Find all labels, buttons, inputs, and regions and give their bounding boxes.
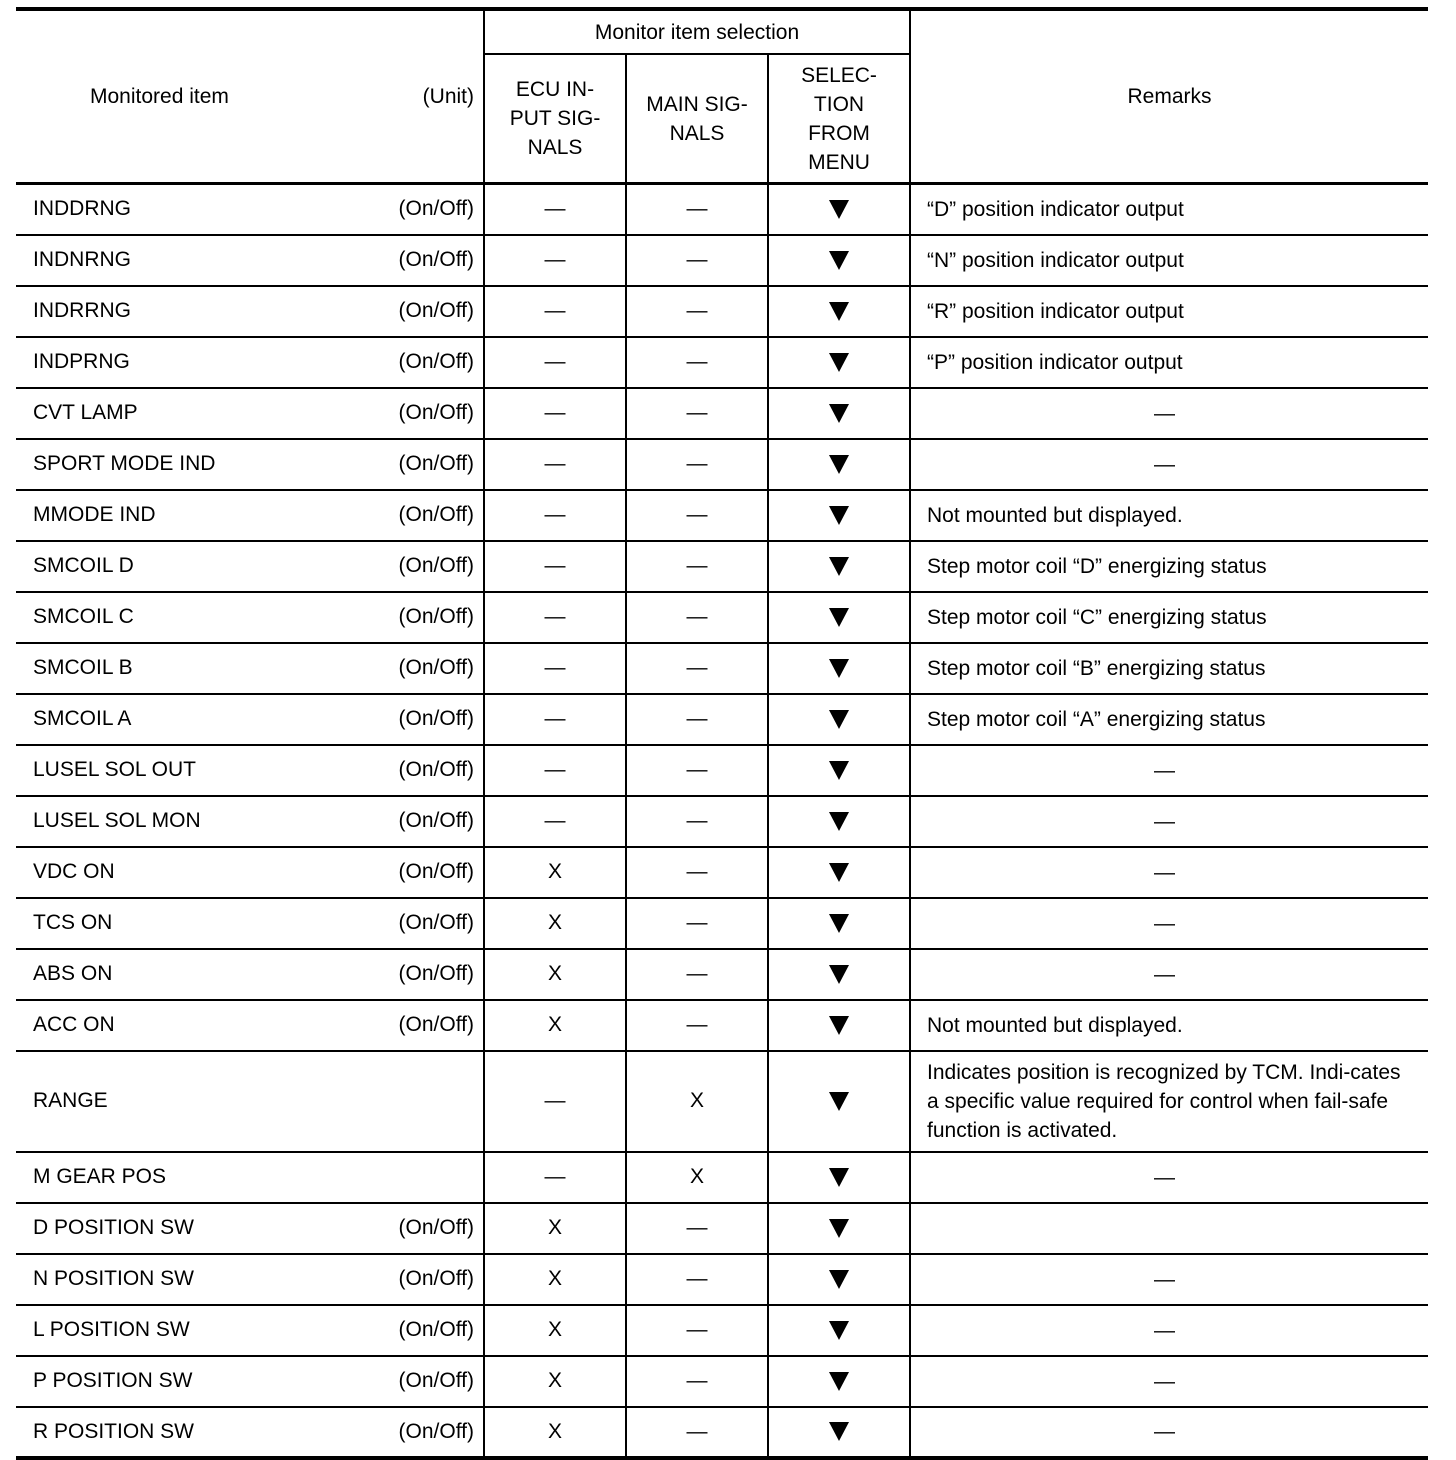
monitored-item-name: RANGE bbox=[33, 1089, 108, 1112]
table-row bbox=[16, 898, 1428, 949]
selection-from-menu-cell bbox=[768, 1305, 910, 1356]
ecu-input-signals-cell bbox=[484, 184, 626, 235]
main-signals-cell bbox=[626, 1000, 768, 1051]
monitored-item-cell bbox=[16, 286, 484, 337]
triangle-down-icon bbox=[829, 557, 849, 576]
table-header bbox=[16, 9, 1428, 184]
remarks-cell: — bbox=[910, 388, 1428, 439]
monitored-item-name: TCS ON bbox=[33, 911, 113, 934]
monitored-item-name: MMODE IND bbox=[33, 503, 156, 526]
ecu-input-signals-cell bbox=[484, 796, 626, 847]
monitored-item-cell bbox=[16, 847, 484, 898]
selection-from-menu-cell bbox=[768, 1051, 910, 1152]
dash-mark: — bbox=[544, 554, 566, 577]
selection-from-menu-cell bbox=[768, 490, 910, 541]
monitored-item-cell bbox=[16, 1203, 484, 1254]
ecu-input-signals-cell bbox=[484, 643, 626, 694]
ecu-input-signals-cell bbox=[484, 1254, 626, 1305]
dash-mark: — bbox=[686, 350, 708, 373]
triangle-down-icon bbox=[829, 1422, 849, 1441]
table-row bbox=[16, 439, 1428, 490]
selection-from-menu-cell bbox=[768, 541, 910, 592]
remarks-cell: “R” position indicator output bbox=[910, 286, 1428, 337]
dash-mark: — bbox=[686, 1318, 708, 1341]
monitored-item-unit: (On/Off) bbox=[398, 860, 474, 883]
monitored-item-name: SMCOIL D bbox=[33, 554, 134, 577]
dash-mark: — bbox=[686, 197, 708, 221]
x-mark: X bbox=[547, 1318, 562, 1341]
main-signals-cell bbox=[626, 286, 768, 337]
main-signals-cell bbox=[626, 388, 768, 439]
triangle-down-icon bbox=[829, 761, 849, 780]
monitored-item-name: P POSITION SW bbox=[33, 1369, 193, 1392]
monitored-item-cell bbox=[16, 541, 484, 592]
monitored-item-name: M GEAR POS bbox=[33, 1165, 167, 1188]
remarks-cell: — bbox=[910, 898, 1428, 949]
table-row bbox=[16, 184, 1428, 235]
monitored-item-cell bbox=[16, 184, 484, 235]
table-row bbox=[16, 592, 1428, 643]
triangle-down-icon bbox=[829, 1321, 849, 1340]
monitored-item-cell bbox=[16, 490, 484, 541]
monitored-item-unit: (On/Off) bbox=[398, 452, 474, 475]
monitored-item-unit: (On/Off) bbox=[398, 503, 474, 526]
main-signals-cell bbox=[626, 184, 768, 235]
monitored-item-unit: (On/Off) bbox=[398, 605, 474, 628]
table-row bbox=[16, 1000, 1428, 1051]
remarks-cell: “N” position indicator output bbox=[910, 235, 1428, 286]
dash-mark: — bbox=[686, 554, 708, 577]
selection-from-menu-cell bbox=[768, 1152, 910, 1203]
selection-from-menu-cell bbox=[768, 1407, 910, 1458]
dash-mark: — bbox=[686, 503, 708, 526]
table-row bbox=[16, 1407, 1428, 1458]
triangle-down-icon bbox=[829, 914, 849, 933]
triangle-down-icon bbox=[829, 863, 849, 882]
remarks-cell: Not mounted but displayed. bbox=[910, 490, 1428, 541]
monitored-item-name: R POSITION SW bbox=[33, 1419, 195, 1443]
triangle-down-icon bbox=[829, 659, 849, 678]
monitored-item-name: LUSEL SOL MON bbox=[33, 809, 201, 832]
dash-mark: — bbox=[686, 1419, 708, 1443]
x-mark: X bbox=[547, 911, 562, 934]
dash-mark: — bbox=[686, 911, 708, 934]
table-body bbox=[16, 184, 1428, 1458]
dash-mark: — bbox=[686, 758, 708, 781]
ecu-input-signals-cell bbox=[484, 439, 626, 490]
header-monitored-item-label: Monitored item bbox=[90, 85, 229, 108]
selection-from-menu-cell bbox=[768, 898, 910, 949]
triangle-down-icon bbox=[829, 200, 849, 219]
dash-mark: — bbox=[544, 809, 566, 832]
monitored-item-unit: (On/Off) bbox=[398, 809, 474, 832]
main-signals-cell bbox=[626, 1407, 768, 1458]
table-row bbox=[16, 1203, 1428, 1254]
selection-from-menu-cell bbox=[768, 1356, 910, 1407]
dash-mark: — bbox=[544, 605, 566, 628]
table-row bbox=[16, 388, 1428, 439]
triangle-down-icon bbox=[829, 353, 849, 372]
monitored-item-unit: (On/Off) bbox=[398, 962, 474, 985]
main-signals-cell bbox=[626, 847, 768, 898]
remarks-cell: Not mounted but displayed. bbox=[910, 1000, 1428, 1051]
main-signals-cell bbox=[626, 1203, 768, 1254]
main-signals-cell bbox=[626, 1305, 768, 1356]
triangle-down-icon bbox=[829, 251, 849, 270]
ecu-input-signals-cell bbox=[484, 388, 626, 439]
table-row bbox=[16, 643, 1428, 694]
selection-from-menu-cell bbox=[768, 439, 910, 490]
main-signals-cell bbox=[626, 694, 768, 745]
dash-mark: — bbox=[686, 248, 708, 271]
monitored-item-unit: (On/Off) bbox=[398, 1318, 474, 1341]
monitored-item-name: L POSITION SW bbox=[33, 1318, 190, 1341]
main-signals-cell bbox=[626, 1356, 768, 1407]
table-row bbox=[16, 949, 1428, 1000]
table-row bbox=[16, 286, 1428, 337]
dash-mark: — bbox=[544, 503, 566, 526]
triangle-down-icon bbox=[829, 812, 849, 831]
monitored-item-unit: (On/Off) bbox=[398, 248, 474, 271]
x-mark: X bbox=[547, 1419, 562, 1443]
dash-mark: — bbox=[544, 707, 566, 730]
triangle-down-icon bbox=[829, 1270, 849, 1289]
dash-mark: — bbox=[686, 656, 708, 679]
main-signals-cell bbox=[626, 490, 768, 541]
triangle-down-icon bbox=[829, 1372, 849, 1391]
monitored-item-cell bbox=[16, 949, 484, 1000]
ecu-input-signals-cell bbox=[484, 847, 626, 898]
remarks-cell: — bbox=[910, 439, 1428, 490]
table-row bbox=[16, 1356, 1428, 1407]
monitored-item-cell bbox=[16, 745, 484, 796]
monitored-item-name: SMCOIL A bbox=[33, 707, 132, 730]
selection-from-menu-cell bbox=[768, 184, 910, 235]
main-signals-cell bbox=[626, 898, 768, 949]
triangle-down-icon bbox=[829, 455, 849, 474]
monitored-item-name: D POSITION SW bbox=[33, 1216, 195, 1239]
dash-mark: — bbox=[544, 350, 566, 373]
selection-from-menu-cell bbox=[768, 337, 910, 388]
dash-mark: — bbox=[686, 962, 708, 985]
main-signals-cell bbox=[626, 1254, 768, 1305]
monitored-item-name: INDDRNG bbox=[33, 197, 131, 221]
monitored-item-name: ABS ON bbox=[33, 962, 113, 985]
main-signals-cell bbox=[626, 439, 768, 490]
remarks-cell: “P” position indicator output bbox=[910, 337, 1428, 388]
dash-mark: — bbox=[686, 605, 708, 628]
triangle-down-icon bbox=[829, 1016, 849, 1035]
ecu-input-signals-cell bbox=[484, 490, 626, 541]
monitored-item-unit: (On/Off) bbox=[398, 707, 474, 730]
triangle-down-icon bbox=[829, 404, 849, 423]
table-row bbox=[16, 694, 1428, 745]
monitored-item-unit: (On/Off) bbox=[398, 197, 474, 221]
monitored-item-cell bbox=[16, 337, 484, 388]
remarks-cell: — bbox=[910, 796, 1428, 847]
monitored-item-name: N POSITION SW bbox=[33, 1267, 195, 1290]
x-mark: X bbox=[547, 1267, 562, 1290]
selection-from-menu-cell bbox=[768, 694, 910, 745]
monitored-item-cell bbox=[16, 643, 484, 694]
dash-mark: — bbox=[544, 299, 566, 322]
ecu-input-signals-cell bbox=[484, 1051, 626, 1152]
ecu-input-signals-cell bbox=[484, 1305, 626, 1356]
monitored-item-cell bbox=[16, 796, 484, 847]
dash-mark: — bbox=[544, 1089, 566, 1112]
selection-from-menu-cell bbox=[768, 796, 910, 847]
ecu-input-signals-cell bbox=[484, 1356, 626, 1407]
remarks-cell: Step motor coil “A” energizing status bbox=[910, 694, 1428, 745]
ecu-input-signals-cell bbox=[484, 592, 626, 643]
dash-mark: — bbox=[544, 452, 566, 475]
dash-mark: — bbox=[686, 809, 708, 832]
main-signals-cell bbox=[626, 337, 768, 388]
main-signals-cell bbox=[626, 592, 768, 643]
dash-mark: — bbox=[686, 452, 708, 475]
monitored-item-cell bbox=[16, 235, 484, 286]
triangle-down-icon bbox=[829, 1168, 849, 1187]
x-mark: X bbox=[547, 1369, 562, 1392]
ecu-input-signals-cell bbox=[484, 541, 626, 592]
monitored-item-name: INDRRNG bbox=[33, 299, 131, 322]
selection-from-menu-cell bbox=[768, 388, 910, 439]
table-row bbox=[16, 1254, 1428, 1305]
selection-from-menu-cell bbox=[768, 1000, 910, 1051]
main-signals-cell bbox=[626, 1051, 768, 1152]
monitored-item-name: CVT LAMP bbox=[33, 401, 138, 424]
ecu-input-signals-cell bbox=[484, 898, 626, 949]
main-signals-cell bbox=[626, 1152, 768, 1203]
x-mark: X bbox=[689, 1165, 704, 1188]
monitored-item-cell bbox=[16, 1051, 484, 1152]
header-monitor-item-selection: Monitor item selection bbox=[484, 9, 910, 54]
selection-from-menu-cell bbox=[768, 286, 910, 337]
dash-mark: — bbox=[544, 758, 566, 781]
remarks-cell: — bbox=[910, 1152, 1428, 1203]
dash-mark: — bbox=[686, 401, 708, 424]
triangle-down-icon bbox=[829, 965, 849, 984]
table-row bbox=[16, 1305, 1428, 1356]
triangle-down-icon bbox=[829, 302, 849, 321]
dash-mark: — bbox=[686, 1216, 708, 1239]
dash-mark: — bbox=[686, 1013, 708, 1036]
dash-mark: — bbox=[544, 197, 566, 221]
header-ecu-input-signals: ECU IN- PUT SIG- NALS bbox=[484, 54, 626, 184]
main-signals-cell bbox=[626, 949, 768, 1000]
monitored-item-unit: (On/Off) bbox=[398, 1267, 474, 1290]
ecu-input-signals-cell bbox=[484, 1152, 626, 1203]
selection-from-menu-cell bbox=[768, 592, 910, 643]
ecu-input-signals-cell bbox=[484, 286, 626, 337]
monitored-item-unit: (On/Off) bbox=[398, 1013, 474, 1036]
monitored-item-unit: (On/Off) bbox=[398, 656, 474, 679]
dash-mark: — bbox=[686, 860, 708, 883]
ecu-input-signals-cell bbox=[484, 745, 626, 796]
monitored-item-name: LUSEL SOL OUT bbox=[33, 758, 196, 781]
dash-mark: — bbox=[686, 1369, 708, 1392]
remarks-cell: — bbox=[910, 847, 1428, 898]
remarks-cell: Step motor coil “C” energizing status bbox=[910, 592, 1428, 643]
triangle-down-icon bbox=[829, 608, 849, 627]
x-mark: X bbox=[547, 1216, 562, 1239]
table-row bbox=[16, 490, 1428, 541]
remarks-cell: Step motor coil “D” energizing status bbox=[910, 541, 1428, 592]
main-signals-cell bbox=[626, 745, 768, 796]
remarks-cell: — bbox=[910, 745, 1428, 796]
monitored-item-cell bbox=[16, 1356, 484, 1407]
monitored-item-cell bbox=[16, 1254, 484, 1305]
table-row bbox=[16, 337, 1428, 388]
monitored-item-unit: (On/Off) bbox=[398, 554, 474, 577]
monitored-item-cell bbox=[16, 388, 484, 439]
dash-mark: — bbox=[686, 299, 708, 322]
ecu-input-signals-cell bbox=[484, 235, 626, 286]
ecu-input-signals-cell bbox=[484, 694, 626, 745]
main-signals-cell bbox=[626, 235, 768, 286]
monitored-item-cell bbox=[16, 1407, 484, 1458]
selection-from-menu-cell bbox=[768, 949, 910, 1000]
dash-mark: — bbox=[544, 1165, 566, 1188]
table-row bbox=[16, 541, 1428, 592]
monitored-item-name: SMCOIL B bbox=[33, 656, 133, 679]
header-unit-label: (Unit) bbox=[422, 85, 474, 108]
remarks-cell: — bbox=[910, 1356, 1428, 1407]
selection-from-menu-cell bbox=[768, 643, 910, 694]
ecu-input-signals-cell bbox=[484, 1203, 626, 1254]
dash-mark: — bbox=[544, 248, 566, 271]
monitored-item-cell bbox=[16, 1305, 484, 1356]
selection-from-menu-cell bbox=[768, 745, 910, 796]
main-signals-cell bbox=[626, 796, 768, 847]
header-selection-from-menu: SELEC- TION FROM MENU bbox=[768, 54, 910, 184]
header-main-signals: MAIN SIG- NALS bbox=[626, 54, 768, 184]
dash-mark: — bbox=[544, 656, 566, 679]
selection-from-menu-cell bbox=[768, 847, 910, 898]
remarks-cell: — bbox=[910, 1407, 1428, 1458]
ecu-input-signals-cell bbox=[484, 1407, 626, 1458]
dash-mark: — bbox=[686, 707, 708, 730]
header-monitored-item bbox=[16, 9, 484, 184]
triangle-down-icon bbox=[829, 710, 849, 729]
monitored-item-unit: (On/Off) bbox=[398, 911, 474, 934]
x-mark: X bbox=[547, 860, 562, 883]
table-row bbox=[16, 847, 1428, 898]
triangle-down-icon bbox=[829, 1092, 849, 1111]
triangle-down-icon bbox=[829, 1219, 849, 1238]
monitored-item-unit: (On/Off) bbox=[398, 1419, 474, 1443]
selection-from-menu-cell bbox=[768, 1203, 910, 1254]
dash-mark: — bbox=[544, 401, 566, 424]
remarks-cell: “D” position indicator output bbox=[910, 184, 1428, 235]
monitored-item-unit: (On/Off) bbox=[398, 1369, 474, 1392]
x-mark: X bbox=[689, 1089, 704, 1112]
remarks-cell bbox=[910, 1203, 1428, 1254]
selection-from-menu-cell bbox=[768, 235, 910, 286]
table-row bbox=[16, 235, 1428, 286]
monitored-item-unit: (On/Off) bbox=[398, 299, 474, 322]
x-mark: X bbox=[547, 962, 562, 985]
main-signals-cell bbox=[626, 643, 768, 694]
monitored-item-name: INDNRNG bbox=[33, 248, 131, 271]
monitored-item-cell bbox=[16, 1152, 484, 1203]
selection-from-menu-cell bbox=[768, 1254, 910, 1305]
monitored-item-cell bbox=[16, 592, 484, 643]
dash-mark: — bbox=[686, 1267, 708, 1290]
main-signals-cell bbox=[626, 541, 768, 592]
ecu-input-signals-cell bbox=[484, 337, 626, 388]
monitored-item-cell bbox=[16, 694, 484, 745]
monitored-item-cell bbox=[16, 898, 484, 949]
remarks-cell: Step motor coil “B” energizing status bbox=[910, 643, 1428, 694]
table-row bbox=[16, 1152, 1428, 1203]
remarks-cell: — bbox=[910, 1254, 1428, 1305]
monitored-item-cell bbox=[16, 439, 484, 490]
table-row bbox=[16, 1051, 1428, 1152]
table-row bbox=[16, 745, 1428, 796]
monitored-item-unit: (On/Off) bbox=[398, 401, 474, 424]
remarks-cell: — bbox=[910, 949, 1428, 1000]
remarks-cell: — bbox=[910, 1305, 1428, 1356]
monitored-item-cell bbox=[16, 1000, 484, 1051]
monitored-item-name: INDPRNG bbox=[33, 350, 130, 373]
monitored-item-unit: (On/Off) bbox=[398, 758, 474, 781]
monitored-item-unit: (On/Off) bbox=[398, 350, 474, 373]
monitored-item-name: ACC ON bbox=[33, 1013, 115, 1036]
x-mark: X bbox=[547, 1013, 562, 1036]
monitored-item-name: SMCOIL C bbox=[33, 605, 134, 628]
remarks-cell: Indicates position is recognized by TCM. Indi-cates a specific value required for control when fail-safe function is activated. bbox=[910, 1051, 1428, 1152]
ecu-input-signals-cell bbox=[484, 1000, 626, 1051]
triangle-down-icon bbox=[829, 506, 849, 525]
monitored-item-name: VDC ON bbox=[33, 860, 115, 883]
monitored-item-name: SPORT MODE IND bbox=[33, 452, 216, 475]
table-row bbox=[16, 796, 1428, 847]
ecu-input-signals-cell bbox=[484, 949, 626, 1000]
monitored-item-unit: (On/Off) bbox=[398, 1216, 474, 1239]
header-remarks: Remarks bbox=[910, 9, 1428, 184]
monitor-item-table bbox=[16, 7, 1428, 1460]
